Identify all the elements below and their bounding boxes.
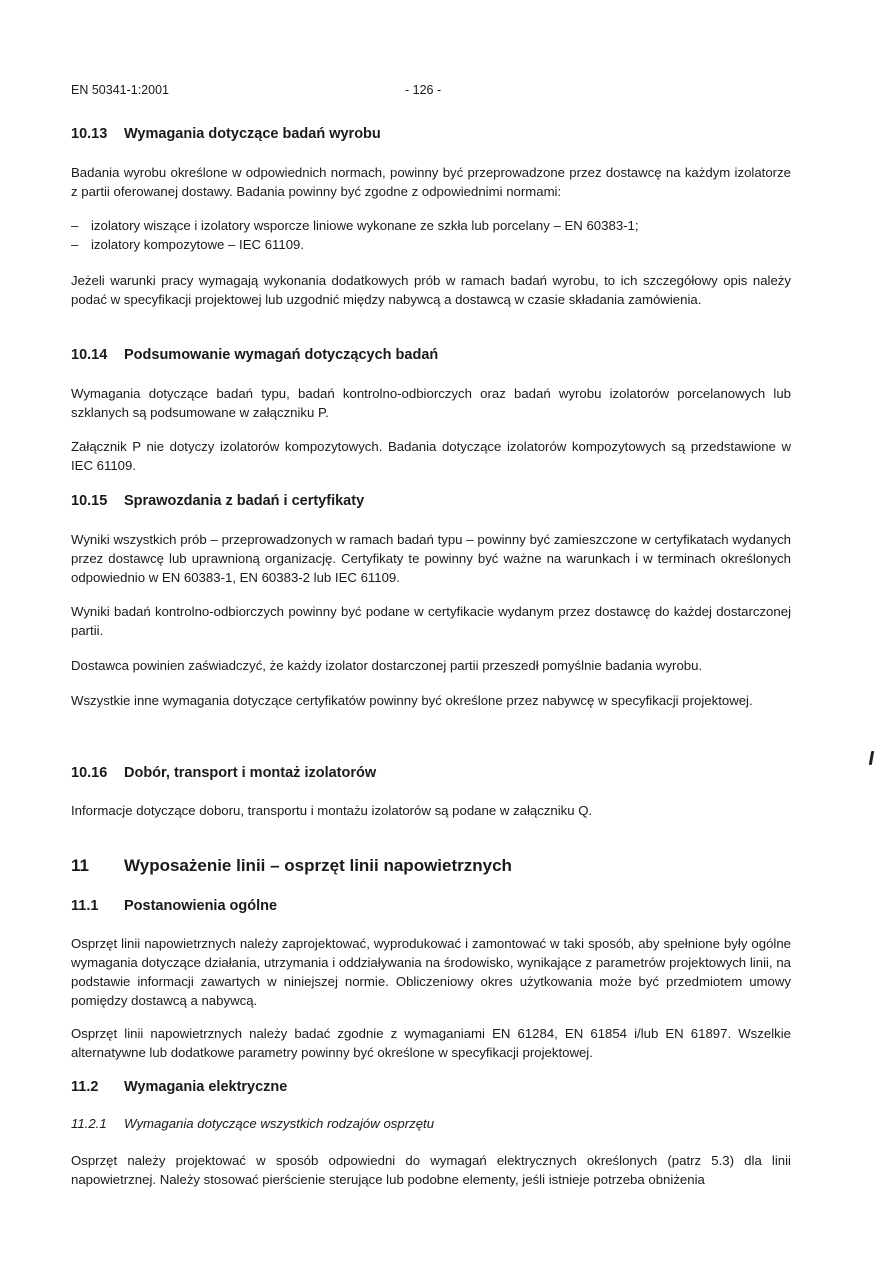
section-10-15-paragraph-4: Wszystkie inne wymagania dotyczące certyfikatów powinny być określone przez nabywcę w specyfikacji projektowej. bbox=[71, 693, 753, 708]
section-10-15-heading bbox=[71, 493, 791, 509]
section-11-1-heading bbox=[71, 898, 791, 914]
dash-marker: – bbox=[71, 218, 79, 233]
section-10-13-paragraph-2: Jeżeli warunki pracy wymagają wykonania dodatkowych prób w ramach badań wyrobu, to ich szczegółowy opis należy podać w specyfikacji projektowej lub uzgodnić między nabywcą a dostawcą w czasie składania zamówienia. bbox=[71, 273, 791, 307]
margin-mark bbox=[869, 751, 874, 765]
section-number: 10.13 bbox=[71, 126, 108, 142]
section-10-15-paragraph-1: Wyniki wszystkich prób – przeprowadzonych w ramach badań typu – powinny być zamieszczone w certyfikatach wydanych przez dostawcę lub uprawnioną organizację. Certyfikaty te powinny być ważne na warunkach i w terminach określonych odpowiednio w EN 60383-1, EN 60383-2 lub IEC 61109. bbox=[71, 532, 791, 585]
section-10-15-paragraph-2: Wyniki badań kontrolno-odbiorczych powinny być podane w certyfikacie wydanym przez dostawcę do każdej dostarczonej partii. bbox=[71, 604, 791, 638]
list-item: – izolatory kompozytowe – IEC 61109. bbox=[71, 237, 305, 252]
dash-marker: – bbox=[71, 237, 79, 252]
section-10-14-paragraph-2: Załącznik P nie dotyczy izolatorów kompozytowych. Badania dotyczące izolatorów kompozytowych są przedstawione w IEC 61109. bbox=[71, 439, 791, 473]
section-11-1-paragraph-1: Osprzęt linii napowietrznych należy zaprojektować, wyprodukować i zamontować w taki sposób, aby spełnione były ogólne wymagania dotyczące działania, utrzymania i oddziaływania na środowisko, wynikające z parametrów projektowych linii, na podstawie informacji zawartych w niniejszej normie. Obliczeniowy okres użytkowania może być przedmiotem umowy pomiędzy dostawcą a nabywcą. bbox=[71, 936, 791, 1008]
subsection-11-2-1-heading bbox=[71, 1116, 791, 1131]
section-10-15-paragraph-3: Dostawca powinien zaświadczyć, że każdy izolator dostarczonej partii przeszedł pomyślnie badania wyrobu. bbox=[71, 658, 703, 673]
section-10-16-paragraph-1: Informacje dotyczące doboru, transportu i montażu izolatorów są podane w załączniku Q. bbox=[71, 803, 593, 818]
section-number: 11 bbox=[71, 856, 89, 875]
section-title: Dobór, transport i montaż izolatorów bbox=[124, 765, 377, 781]
section-10-14-heading bbox=[71, 347, 791, 363]
section-title: Sprawozdania z badań i certyfikaty bbox=[124, 493, 365, 509]
subsection-title: Wymagania dotyczące wszystkich rodzajów osprzętu bbox=[124, 1116, 435, 1131]
section-number: 11.1 bbox=[71, 898, 99, 914]
section-title: Wymagania elektryczne bbox=[124, 1079, 288, 1095]
section-10-13-list bbox=[71, 216, 791, 254]
section-10-13-heading bbox=[71, 126, 791, 142]
section-11-heading bbox=[71, 856, 791, 876]
section-11-1-paragraph-2: Osprzęt linii napowietrznych należy badać zgodnie z wymaganiami EN 61284, EN 61854 i/lub EN 61897. Wszelkie alternatywne lub dodatkowe parametry powinny być określone w specyfikacji projektowej. bbox=[71, 1026, 791, 1060]
section-title: Postanowienia ogólne bbox=[124, 898, 278, 914]
section-number: 10.14 bbox=[71, 347, 108, 363]
section-title: Wymagania dotyczące badań wyrobu bbox=[124, 126, 381, 142]
section-11-2-1-paragraph-1: Osprzęt należy projektować w sposób odpowiedni do wymagań elektrycznych określonych (patrz 5.3) dla linii napowietrznej. Należy stosować pierścienie sterujące lub podobne elementy, jeśli istnieje potrzeba obniżenia bbox=[71, 1153, 791, 1187]
section-title: Wyposażenie linii – osprzęt linii napowietrznych bbox=[124, 856, 512, 875]
subsection-number: 11.2.1 bbox=[71, 1116, 107, 1131]
section-number: 10.15 bbox=[71, 493, 108, 509]
section-title: Podsumowanie wymagań dotyczących badań bbox=[124, 347, 439, 363]
header-standard-id: EN 50341-1:2001 bbox=[71, 83, 169, 97]
section-number: 11.2 bbox=[71, 1079, 99, 1095]
header-page-number: - 126 - bbox=[405, 83, 442, 97]
section-10-13-paragraph-1: Badania wyrobu określone w odpowiednich normach, powinny być przeprowadzone przez dostawcę na każdym izolatorze z partii oferowanej dostawy. Badania powinny być zgodne z odpowiednimi normami: bbox=[71, 165, 791, 199]
section-11-2-heading bbox=[71, 1079, 791, 1095]
section-10-14-paragraph-1: Wymagania dotyczące badań typu, badań kontrolno-odbiorczych oraz badań wyrobu izolatorów porcelanowych lub szklanych są podsumowane w załączniku P. bbox=[71, 386, 791, 420]
list-item: – izolatory wiszące i izolatory wsporcze liniowe wykonane ze szkła lub porcelany – EN 60383-1; bbox=[71, 218, 639, 233]
section-10-16-heading bbox=[71, 765, 791, 781]
section-number: 10.16 bbox=[71, 765, 108, 781]
